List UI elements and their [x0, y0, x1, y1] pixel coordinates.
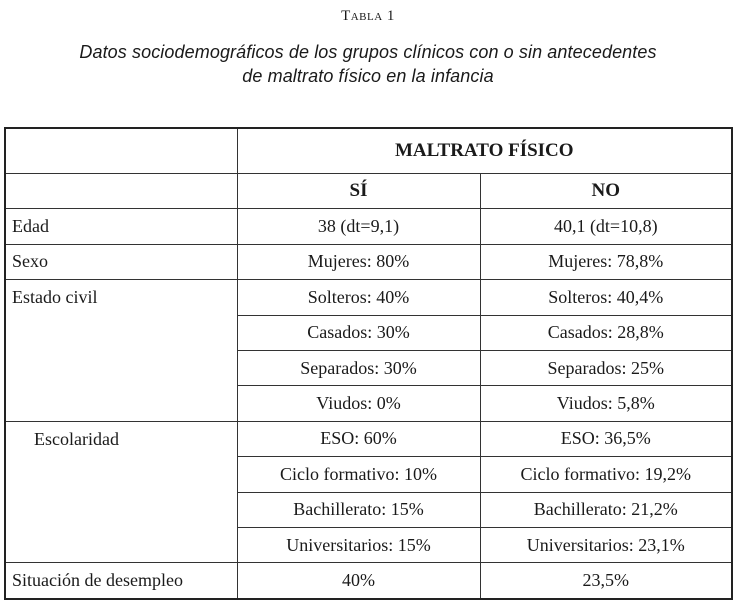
cell-edad-si: 38 (dt=9,1) — [237, 209, 480, 244]
sociodemographic-table — [4, 127, 733, 600]
table-row-desempleo — [5, 563, 732, 599]
cell-sexo-si: Mujeres: 80% — [237, 244, 480, 279]
cell-escolaridad-no: Bachillerato: 21,2% — [480, 492, 732, 527]
cell-sexo-no: Mujeres: 78,8% — [480, 244, 732, 279]
cell-estado-civil-no: Separados: 25% — [480, 350, 732, 385]
table-row-edad — [5, 209, 732, 244]
cell-estado-civil-no: Solteros: 40,4% — [480, 280, 732, 315]
row-label-edad: Edad — [5, 209, 237, 244]
group-header-row — [5, 128, 732, 174]
column-header-row — [5, 174, 732, 209]
group-header-maltrato-fisico: MALTRATO FÍSICO — [237, 128, 732, 174]
cell-estado-civil-si: Casados: 30% — [237, 315, 480, 350]
cell-escolaridad-no: ESO: 36,5% — [480, 421, 732, 456]
table-row-escolaridad-1 — [5, 421, 732, 456]
cell-escolaridad-no: Universitarios: 23,1% — [480, 527, 732, 562]
caption-line-1: Datos sociodemográficos de los grupos clínicos con o sin antecedentes — [79, 42, 657, 62]
cell-escolaridad-si: ESO: 60% — [237, 421, 480, 456]
cell-edad-no: 40,1 (dt=10,8) — [480, 209, 732, 244]
cell-estado-civil-no: Viudos: 5,8% — [480, 386, 732, 421]
table-number-label: Tabla 1 — [341, 8, 395, 24]
cell-estado-civil-si: Separados: 30% — [237, 350, 480, 385]
row-label-escolaridad: Escolaridad — [5, 421, 237, 563]
cell-escolaridad-si: Universitarios: 15% — [237, 527, 480, 562]
cell-desempleo-si: 40% — [237, 563, 480, 599]
cell-escolaridad-si: Bachillerato: 15% — [237, 492, 480, 527]
cell-desempleo-no: 23,5% — [480, 563, 732, 599]
column-header-no: NO — [480, 174, 732, 209]
row-label-estado-civil: Estado civil — [5, 280, 237, 422]
caption-line-2: de maltrato físico en la infancia — [242, 66, 494, 86]
table-caption — [0, 40, 736, 88]
row-label-sexo: Sexo — [5, 244, 237, 279]
row-label-desempleo: Situación de desempleo — [5, 563, 237, 599]
cell-estado-civil-si: Viudos: 0% — [237, 386, 480, 421]
cell-escolaridad-no: Ciclo formativo: 19,2% — [480, 457, 732, 492]
table-row-sexo — [5, 244, 732, 279]
cell-escolaridad-si: Ciclo formativo: 10% — [237, 457, 480, 492]
table-row-estado-civil-1 — [5, 280, 732, 315]
empty-label-cell — [5, 174, 237, 209]
cell-estado-civil-no: Casados: 28,8% — [480, 315, 732, 350]
empty-corner-cell — [5, 128, 237, 174]
cell-estado-civil-si: Solteros: 40% — [237, 280, 480, 315]
column-header-si: SÍ — [237, 174, 480, 209]
